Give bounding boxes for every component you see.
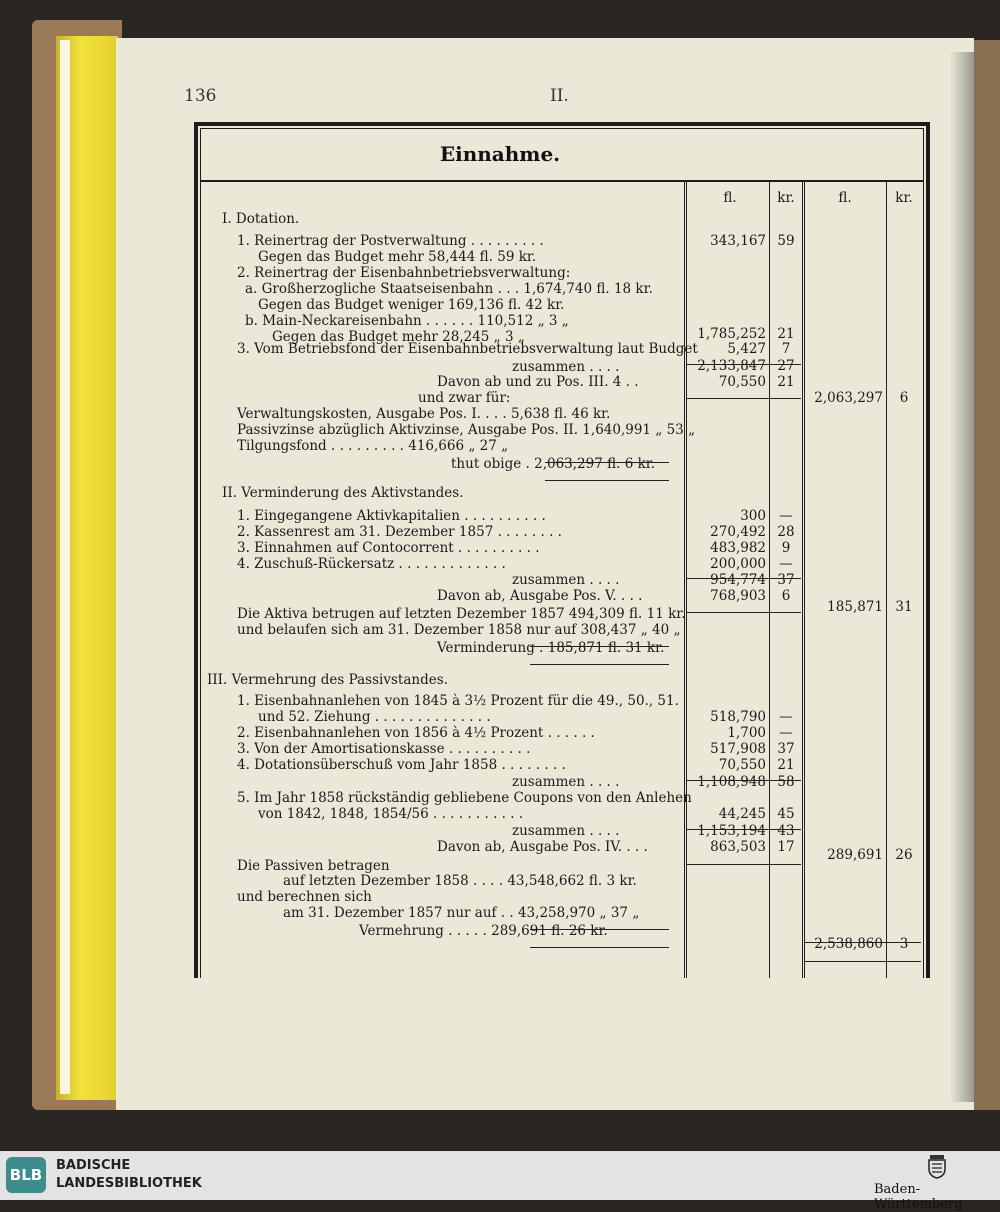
amount-kr: 59 xyxy=(777,233,795,249)
amount-kr: 21 xyxy=(777,757,795,773)
text-line: 3. Vom Betriebsfond der Eisenbahnbetriebsverwaltung laut Budget xyxy=(237,341,698,357)
sum-rule xyxy=(530,646,669,647)
amount-kr: — xyxy=(779,709,793,725)
text-line: a. Großherzogliche Staatseisenbahn . . . 1,674,740 fl. 18 kr. xyxy=(245,281,653,297)
sum-rule xyxy=(530,929,669,930)
total-fl: 289,691 xyxy=(827,847,883,863)
amount-kr: 17 xyxy=(777,839,795,855)
text-line: II. Verminderung des Aktivstandes. xyxy=(222,485,464,501)
column-line xyxy=(684,181,685,978)
total-kr: 6 xyxy=(899,390,909,406)
amount-kr: — xyxy=(779,508,793,524)
text-line: Verminderung . 185,871 fl. 31 kr. xyxy=(437,640,665,656)
text-line: Gegen das Budget mehr 58,444 fl. 59 kr. xyxy=(258,249,537,265)
amount-kr: 27 xyxy=(777,358,795,374)
text-line: 2. Reinertrag der Eisenbahnbetriebsverwaltung: xyxy=(237,265,571,281)
text-line: 3. Von der Amortisationskasse . . . . . . . . . . xyxy=(237,741,531,757)
amount-kr: 21 xyxy=(777,374,795,390)
column-header-kr: kr. xyxy=(777,190,795,206)
coat-of-arms-icon xyxy=(926,1153,948,1179)
amount-fl: 2,133,847 xyxy=(697,358,766,374)
page-number: 136 xyxy=(184,86,217,106)
amount-kr: 37 xyxy=(777,572,795,588)
section-number: II. xyxy=(550,86,569,106)
header-rule xyxy=(200,180,924,182)
text-line: Tilgungsfond . . . . . . . . . 416,666 „ 27 „ xyxy=(237,438,509,454)
amount-fl: 483,982 xyxy=(710,540,766,556)
amount-kr: 58 xyxy=(777,774,795,790)
sum-rule xyxy=(687,829,801,830)
text-line: zusammen . . . . xyxy=(512,774,620,790)
column-header-fl: fl. xyxy=(723,190,737,206)
column-header-kr-total: kr. xyxy=(895,190,913,206)
amount-fl: 954,774 xyxy=(710,572,766,588)
amount-kr: 21 xyxy=(777,326,795,342)
total-fl: 185,871 xyxy=(827,599,883,615)
amount-kr: 45 xyxy=(777,806,795,822)
text-line: Gegen das Budget mehr 28,245 „ 3 „ xyxy=(272,329,525,345)
sum-rule xyxy=(530,664,669,665)
text-line: und belaufen sich am 31. Dezember 1858 nur auf 308,437 „ 40 „ xyxy=(237,622,681,638)
sum-rule xyxy=(530,947,669,948)
library-name-line2: LANDESBIBLIOTHEK xyxy=(56,1176,202,1191)
column-line xyxy=(804,181,805,978)
text-line: Davon ab, Ausgabe Pos. V. . . . xyxy=(437,588,643,604)
amount-fl: 1,700 xyxy=(727,725,766,741)
text-line: 4. Zuschuß-Rückersatz . . . . . . . . . . . . . xyxy=(237,556,506,572)
text-line: und 52. Ziehung . . . . . . . . . . . . . . xyxy=(258,709,491,725)
amount-fl: 44,245 xyxy=(718,806,766,822)
text-line: Davon ab und zu Pos. III. 4 . . xyxy=(437,374,639,390)
text-line: zusammen . . . . xyxy=(512,572,620,588)
amount-kr: — xyxy=(779,556,793,572)
page-edge-white xyxy=(60,40,70,1094)
sum-rule xyxy=(687,364,801,365)
text-line: zusammen . . . . xyxy=(512,823,620,839)
text-line: 4. Dotationsüberschuß vom Jahr 1858 . . . . . . . . xyxy=(237,757,566,773)
column-header-fl-total: fl. xyxy=(838,190,852,206)
text-line: von 1842, 1848, 1854/56 . . . . . . . . . . . xyxy=(258,806,524,822)
text-line: thut obige . 2,063,297 fl. 6 kr. xyxy=(451,456,656,472)
amount-fl: 300 xyxy=(740,508,766,524)
amount-fl: 200,000 xyxy=(710,556,766,572)
sum-rule xyxy=(687,398,801,399)
text-line: Gegen das Budget weniger 169,136 fl. 42 kr. xyxy=(258,297,565,313)
amount-fl: 518,790 xyxy=(710,709,766,725)
sum-rule xyxy=(687,612,801,613)
amount-fl: 70,550 xyxy=(718,374,766,390)
amount-fl: 1,153,194 xyxy=(697,823,766,839)
text-line: Passivzinse abzüglich Aktivzinse, Ausgabe Pos. II. 1,640,991 „ 53 „ xyxy=(237,422,696,438)
text-line: 2. Eisenbahnanlehen von 1856 à 4½ Prozent . . . . . . xyxy=(237,725,595,741)
page-gutter-shadow xyxy=(950,52,974,1102)
amount-fl: 768,903 xyxy=(710,588,766,604)
amount-kr: 9 xyxy=(781,540,791,556)
text-line: Die Passiven betragen xyxy=(237,858,390,874)
text-line: zusammen . . . . xyxy=(512,359,620,375)
sum-rule xyxy=(805,942,921,943)
amount-kr: 43 xyxy=(777,823,795,839)
text-line: Davon ab, Ausgabe Pos. IV. . . . xyxy=(437,839,648,855)
sum-rule xyxy=(687,864,801,865)
amount-fl: 1,108,948 xyxy=(697,774,766,790)
text-line: 1. Eisenbahnanlehen von 1845 à 3½ Prozent für die 49., 50., 51. xyxy=(237,693,679,709)
text-line: Verwaltungskosten, Ausgabe Pos. I. . . . 5,638 fl. 46 kr. xyxy=(237,406,611,422)
sum-rule xyxy=(545,462,669,463)
sum-rule xyxy=(687,780,801,781)
sum-rule xyxy=(805,961,921,962)
amount-fl: 863,503 xyxy=(710,839,766,855)
text-line: am 31. Dezember 1857 nur auf . . 43,258,970 „ 37 „ xyxy=(283,905,640,921)
text-line: Die Aktiva betrugen auf letzten Dezember 1857 494,309 fl. 11 kr. xyxy=(237,606,686,622)
text-line: Vermehrung . . . . . 289,691 fl. 26 kr. xyxy=(359,923,608,939)
text-line: I. Dotation. xyxy=(222,211,300,227)
column-line xyxy=(686,181,687,978)
text-line: und zwar für: xyxy=(418,390,511,406)
library-name-line1: BADISCHE xyxy=(56,1158,131,1173)
text-line: 3. Einnahmen auf Contocorrent . . . . . . . . . . xyxy=(237,540,540,556)
text-line: 1. Eingegangene Aktivkapitalien . . . . . . . . . . xyxy=(237,508,546,524)
amount-kr: 28 xyxy=(777,524,795,540)
table-title: Einnahme. xyxy=(439,142,561,166)
sum-rule xyxy=(687,578,801,579)
amount-kr: 6 xyxy=(781,588,791,604)
amount-fl: 1,785,252 xyxy=(697,326,766,342)
sum-rule xyxy=(545,480,669,481)
total-kr: 31 xyxy=(895,599,913,615)
total-fl: 2,063,297 xyxy=(814,390,883,406)
state-name: Baden-Württemberg xyxy=(874,1182,963,1212)
amount-kr: 37 xyxy=(777,741,795,757)
amount-fl: 343,167 xyxy=(710,233,766,249)
column-line xyxy=(802,181,803,978)
total-fl: 2,538,860 xyxy=(814,936,883,952)
amount-fl: 70,550 xyxy=(718,757,766,773)
text-line: auf letzten Dezember 1858 . . . . 43,548,662 fl. 3 kr. xyxy=(283,873,637,889)
text-line: III. Vermehrung des Passivstandes. xyxy=(207,672,448,688)
amount-fl: 270,492 xyxy=(710,524,766,540)
total-kr: 26 xyxy=(895,847,913,863)
blb-logo: BLB xyxy=(6,1157,46,1193)
text-line: 2. Kassenrest am 31. Dezember 1857 . . . . . . . . xyxy=(237,524,562,540)
text-line: b. Main-Neckareisenbahn . . . . . . 110,512 „ 3 „ xyxy=(245,313,569,329)
amount-kr: — xyxy=(779,725,793,741)
text-line: 1. Reinertrag der Postverwaltung . . . . . . . . . xyxy=(237,233,544,249)
amount-fl: 5,427 xyxy=(727,341,766,357)
amount-kr: 7 xyxy=(781,341,791,357)
total-kr: 3 xyxy=(899,936,909,952)
text-line: und berechnen sich xyxy=(237,889,372,905)
amount-fl: 517,908 xyxy=(710,741,766,757)
text-line: 5. Im Jahr 1858 rückständig gebliebene Coupons von den Anlehen xyxy=(237,790,692,806)
